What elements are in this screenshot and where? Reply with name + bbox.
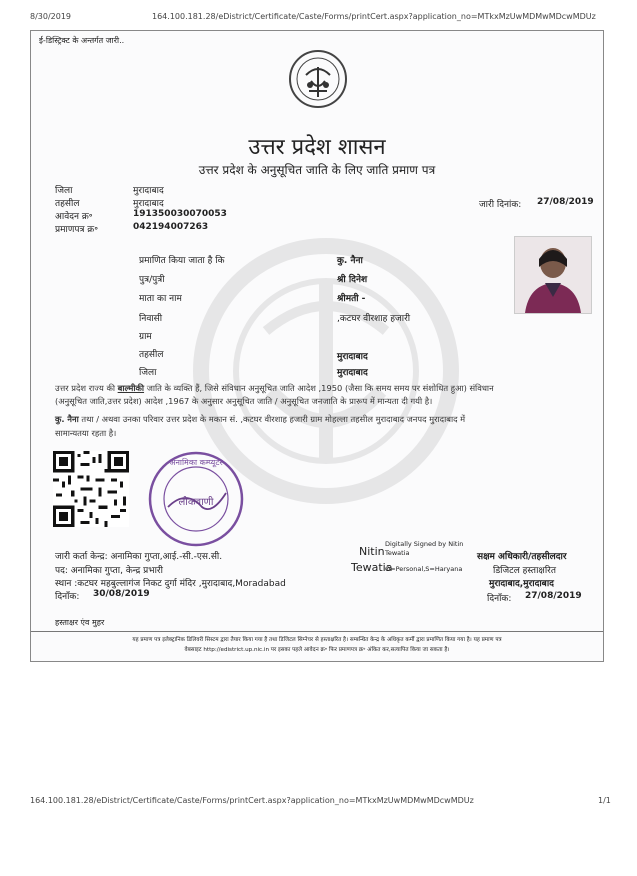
application-no-label: आवेदन क्र॰: [55, 212, 93, 222]
authority-date-label: दिनाँक:: [487, 594, 512, 604]
body-name: कु. नैना: [55, 414, 79, 424]
certificate-subtitle: उत्तर प्रदेश के अनुसूचित जाति के लिए जाति प्रमाण पत्र: [198, 163, 436, 177]
parent-value: श्री दिनेश: [337, 275, 368, 285]
footer-url: 164.100.181.28/eDistrict/Certificate/Caste/Forms/printCert.aspx?application_no=MTkxMzUwMDMwMDcwMDUz: [30, 796, 474, 805]
application-no-value: 191350030070053: [133, 209, 227, 219]
body-line-2: (अनुसूचित जाति,उत्तर प्रदेश) आदेश ,1967 के अनुसार अनुसूचित जाति / अनुसूचित जनजाति के प्रारूप में मान्यता दी गयी है।: [55, 396, 433, 406]
issuer-place: स्थान :कटघर महबुल्लागंज निकट दुर्गा मंदिर ,मुरादाबाद,Moradabad: [55, 579, 286, 589]
detail-tehsil-label: तहसील: [139, 350, 164, 360]
issue-date-value: 27/08/2019: [537, 197, 594, 207]
issued-under-label: ई-डिस्ट्रिक्ट के अन्तर्गत जारी..: [39, 36, 125, 45]
stamp-text: अनामिका कम्प्यूटर: [169, 458, 223, 467]
digital-sign-line-1: Digitally Signed by Nitin: [385, 540, 464, 548]
resident-label: निवासी: [139, 314, 163, 324]
tehsil-label: तहसील: [55, 199, 80, 209]
detail-district-label: जिला: [139, 368, 157, 378]
stamp-center-text: लोकवाणी: [178, 497, 214, 508]
detail-tehsil-value: मुरादाबाद: [337, 352, 368, 362]
body-line-3: [55, 413, 600, 426]
certificate: [30, 30, 604, 662]
parent-label: पुत्र/पुत्री: [139, 275, 165, 285]
print-url: 164.100.181.28/eDistrict/Certificate/Caste/Forms/printCert.aspx?application_no=MTkxMzUwMDMwMDcwMDUz: [152, 12, 596, 21]
detail-district-value: मुरादाबाद: [337, 368, 368, 378]
certificate-title: उत्तर प्रदेश शासन: [248, 135, 386, 160]
body-line-1: [55, 382, 600, 395]
signer-name-2: Tewatia: [351, 561, 393, 574]
up-emblem-icon: [287, 45, 349, 117]
digital-sign-line-3: O=Personal,S=Haryana: [385, 565, 463, 573]
page-number: 1/1: [598, 796, 611, 805]
body-line-4: सामान्यतया रहता है।: [55, 428, 117, 438]
caste-value: बाल्मीकी: [117, 383, 145, 393]
authority-line-1: सक्षम अधिकारी/तहसीलदार: [477, 552, 567, 562]
district-value: मुरादाबाद: [133, 186, 164, 196]
mother-name-label: माता का नाम: [139, 294, 182, 304]
issuer-center: जारी कर्ता केन्द्र: अनामिका गुप्ता,आई.-सी.-एस.सी.: [55, 552, 223, 562]
applicant-photo: [514, 236, 592, 314]
district-label: जिला: [55, 186, 73, 196]
signer-name-1: Nitin: [359, 545, 385, 558]
village-label: ग्राम: [139, 332, 152, 342]
issuer-post: पद: अनामिका गुप्ता, केन्द्र प्रभारी: [55, 566, 163, 576]
issue-date-label: जारी दिनांक:: [479, 200, 522, 210]
footer-divider: [31, 631, 603, 632]
mother-name-value: श्रीमती -: [337, 294, 366, 304]
footer-line-2: वेबसाइट http://edistrict.up.nic.in पर इसका पहले आवेदन क्र॰ फिर प्रमाणपत्र क्र॰ अंकित कर,सत्यापित किया जा सकता है।: [184, 647, 450, 653]
body-line-1-post: जाति के व्यक्ति हैं, जिसे संविधान अनुसूचित जाति आदेश ,1950 (जैसा कि समय समय पर संशोधित हुआ) संविधान: [146, 383, 494, 393]
certify-label: प्रमाणित किया जाता है कि: [139, 256, 225, 266]
authority-date-value: 27/08/2019: [525, 591, 582, 601]
issuer-date-value: 30/08/2019: [93, 589, 150, 599]
authority-line-3: मुरादाबाद,मुरादाबाद: [489, 579, 554, 589]
footer-line-1: यह प्रमाण पत्र इलेक्ट्रानिक डिलिवरी सिस्टम द्वारा तैयार किया गया है तथा डिजिटल सिग्नेचर से हस्ताक्षरित है। सम्बन्धित केन्द्र के अधिकृत कर्मी द्वारा प्रमाणित किया गया है। यह प्रमाण पत्र: [132, 637, 502, 643]
body-line-1-pre: उत्तर प्रदेश राज्य की: [55, 383, 115, 393]
digital-sign-line-2: Tewatia: [385, 549, 410, 557]
print-date: 8/30/2019: [30, 12, 72, 21]
certificate-no-label: प्रमाणपत्र क्र॰: [55, 225, 99, 235]
authority-line-2: डिजिटल हस्ताक्षरित: [493, 566, 556, 576]
issuer-date-label: दिनाँक:: [55, 592, 80, 602]
signature-seal-label: हस्ताक्षर एंव मुहर: [55, 618, 105, 627]
qr-code-icon: [53, 451, 129, 527]
official-stamp-icon: [146, 449, 246, 549]
name-value: कु. नैना: [337, 256, 363, 266]
tehsil-value: मुरादाबाद: [133, 199, 164, 209]
resident-value: ,कटघर वीरशाह हजारी: [337, 314, 411, 324]
body-line-3-rest: तथा / अथवा उनका परिवार उत्तर प्रदेश के मकान सं. ,कटघर वीरशाह हजारी ग्राम मोहल्ला तहसील मुरादाबाद जनपद मुरादाबाद में: [81, 414, 466, 424]
certificate-no-value: 042194007263: [133, 222, 209, 232]
